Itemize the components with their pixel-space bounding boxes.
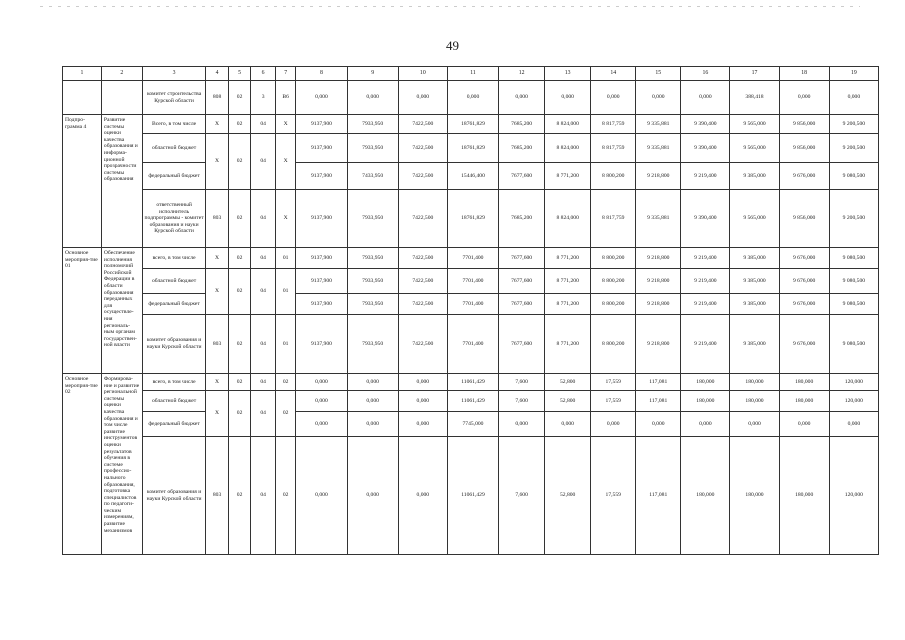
column-header: 10: [398, 67, 447, 81]
table-row: [63, 134, 879, 163]
value-cell: 180,000: [730, 374, 779, 391]
value-cell: 9 676,000: [779, 269, 829, 294]
value-cell: 9 200,500: [829, 115, 878, 134]
table-row: [63, 81, 879, 115]
column-header: 8: [296, 67, 347, 81]
value-cell: 8 800,200: [591, 269, 636, 294]
value-cell: 9 219,400: [681, 248, 730, 269]
value-cell: 0,000: [779, 81, 829, 115]
column-header: 9: [347, 67, 398, 81]
table-row: [63, 374, 879, 391]
value-cell: 9 565,000: [730, 134, 779, 163]
value-cell: 8 771,200: [545, 315, 591, 374]
value-cell: 8 817,759: [591, 190, 636, 248]
value-cell: 9 856,000: [779, 190, 829, 248]
code-cell: 04: [251, 134, 276, 190]
column-header: 11: [447, 67, 498, 81]
table-row: [63, 163, 879, 190]
value-cell: 7677,600: [499, 315, 545, 374]
value-cell: 9 385,000: [730, 315, 779, 374]
code-cell: 02: [275, 391, 295, 437]
value-cell: 7933,950: [347, 248, 398, 269]
value-cell: 9 219,400: [681, 294, 730, 315]
code-cell: 808: [206, 81, 229, 115]
code-cell: 01: [275, 315, 295, 374]
column-header: 17: [730, 67, 779, 81]
funding-source-cell: всего, в том числе: [142, 248, 205, 269]
column-header: 16: [681, 67, 730, 81]
value-cell: 18761,829: [447, 115, 498, 134]
column-header: 3: [142, 67, 205, 81]
code-cell: Х: [206, 134, 229, 190]
value-cell: 9 080,500: [829, 269, 878, 294]
value-cell: 7422,500: [398, 115, 447, 134]
value-cell: 180,000: [681, 437, 730, 555]
code-cell: 02: [228, 437, 251, 555]
program-description-cell: Формирова-ние и развитие региональной системы оценки качества образования и том числе развитие инструментов оценки результатов обучения в системе профессио-нального образования, подготовка специалистов по педагоги-ческим измерениям, развитие механизмов: [101, 374, 142, 555]
table-row: [63, 437, 879, 555]
value-cell: 0,000: [296, 81, 347, 115]
value-cell: 7685,200: [499, 190, 545, 248]
funding-source-cell: областной бюджет: [142, 391, 205, 412]
code-cell: 04: [251, 315, 276, 374]
column-header: 4: [206, 67, 229, 81]
funding-source-cell: комитет образования и науки Курской области: [142, 437, 205, 555]
value-cell: 180,000: [730, 437, 779, 555]
value-cell: 9 385,000: [730, 269, 779, 294]
value-cell: 7433,950: [347, 163, 398, 190]
value-cell: 9 218,800: [636, 269, 681, 294]
executor-cell: комитет строительства Курской области: [142, 81, 205, 115]
value-cell: 9137,900: [296, 163, 347, 190]
funding-source-cell: областной бюджет: [142, 269, 205, 294]
code-cell: 04: [251, 374, 276, 391]
value-cell: 0,000: [347, 412, 398, 437]
code-cell: 02: [228, 115, 251, 134]
code-cell: 01: [275, 248, 295, 269]
value-cell: 7933,950: [347, 294, 398, 315]
value-cell: 7,600: [499, 374, 545, 391]
value-cell: 0,000: [398, 437, 447, 555]
value-cell: 9 565,000: [730, 115, 779, 134]
value-cell: 0,000: [681, 412, 730, 437]
value-cell: 0,000: [499, 412, 545, 437]
value-cell: 7677,600: [499, 248, 545, 269]
value-cell: 8 800,200: [591, 315, 636, 374]
value-cell: 7422,500: [398, 294, 447, 315]
header-row: [63, 67, 879, 81]
value-cell: 7422,500: [398, 315, 447, 374]
code-cell: Х: [206, 374, 229, 391]
value-cell: 0,000: [447, 81, 498, 115]
code-cell: 02: [228, 374, 251, 391]
value-cell: 117,081: [636, 374, 681, 391]
value-cell: 9137,900: [296, 134, 347, 163]
value-cell: 0,000: [398, 412, 447, 437]
value-cell: 7933,950: [347, 134, 398, 163]
program-description-cell: Развитие системы оценки качества образования и информа-ционной прозрачности системы образования: [101, 115, 142, 248]
value-cell: 9 080,500: [829, 294, 878, 315]
funding-source-cell: комитет образования и науки Курской области: [142, 315, 205, 374]
column-header: 13: [545, 67, 591, 81]
value-cell: 117,081: [636, 437, 681, 555]
value-cell: 9 335,881: [636, 115, 681, 134]
value-cell: 7701,400: [447, 315, 498, 374]
value-cell: 0,000: [296, 391, 347, 412]
value-cell: 9137,900: [296, 315, 347, 374]
code-cell: 803: [206, 315, 229, 374]
code-cell: 04: [251, 269, 276, 315]
value-cell: 0,000: [545, 412, 591, 437]
value-cell: 120,000: [829, 391, 878, 412]
value-cell: 0,000: [636, 81, 681, 115]
code-cell: 04: [251, 391, 276, 437]
value-cell: 0,000: [545, 81, 591, 115]
value-cell: 8 800,200: [591, 163, 636, 190]
code-cell: В6: [275, 81, 295, 115]
value-cell: 7701,400: [447, 294, 498, 315]
value-cell: 7745,000: [447, 412, 498, 437]
value-cell: 9 385,000: [730, 294, 779, 315]
value-cell: 0,000: [681, 81, 730, 115]
empty-cell: [63, 81, 102, 115]
value-cell: 117,081: [636, 391, 681, 412]
value-cell: 8 800,200: [591, 248, 636, 269]
code-cell: 02: [228, 134, 251, 190]
code-cell: 01: [275, 269, 295, 315]
value-cell: 9 676,000: [779, 163, 829, 190]
column-header: 19: [829, 67, 878, 81]
value-cell: 7,600: [499, 437, 545, 555]
value-cell: 7422,500: [398, 248, 447, 269]
funding-source-cell: федеральный бюджет: [142, 163, 205, 190]
value-cell: 17,559: [591, 374, 636, 391]
value-cell: 7933,950: [347, 315, 398, 374]
value-cell: 7422,500: [398, 269, 447, 294]
column-header: 15: [636, 67, 681, 81]
value-cell: 9 390,400: [681, 115, 730, 134]
value-cell: 9 219,400: [681, 315, 730, 374]
value-cell: 9 856,000: [779, 115, 829, 134]
column-header: 7: [275, 67, 295, 81]
funding-source-cell: федеральный бюджет: [142, 294, 205, 315]
value-cell: 8 824,000: [545, 190, 591, 248]
value-cell: 9 218,800: [636, 248, 681, 269]
value-cell: 9 080,500: [829, 315, 878, 374]
code-cell: 3: [251, 81, 276, 115]
code-cell: 04: [251, 115, 276, 134]
code-cell: 02: [228, 190, 251, 248]
value-cell: 7685,200: [499, 134, 545, 163]
code-cell: 04: [251, 248, 276, 269]
value-cell: 120,000: [829, 437, 878, 555]
code-cell: 04: [251, 437, 276, 555]
value-cell: 9 385,000: [730, 163, 779, 190]
value-cell: 7677,600: [499, 269, 545, 294]
code-cell: Х: [206, 248, 229, 269]
value-cell: 7701,400: [447, 248, 498, 269]
value-cell: 7,600: [499, 391, 545, 412]
value-cell: 9137,900: [296, 190, 347, 248]
value-cell: 7933,950: [347, 190, 398, 248]
value-cell: 0,000: [347, 374, 398, 391]
page-number: 49: [446, 38, 459, 53]
value-cell: 9137,900: [296, 248, 347, 269]
value-cell: 52,800: [545, 374, 591, 391]
code-cell: 02: [228, 248, 251, 269]
program-name-cell: Подпро-грамма 4: [63, 115, 102, 248]
code-cell: 02: [228, 391, 251, 437]
value-cell: 180,000: [779, 437, 829, 555]
value-cell: 9 218,800: [636, 315, 681, 374]
value-cell: 9137,900: [296, 269, 347, 294]
value-cell: 9 390,400: [681, 190, 730, 248]
value-cell: 9 676,000: [779, 248, 829, 269]
value-cell: 15446,400: [447, 163, 498, 190]
table-row: [63, 248, 879, 269]
column-header: 18: [779, 67, 829, 81]
value-cell: 0,000: [296, 412, 347, 437]
code-cell: Х: [275, 134, 295, 190]
program-name-cell: Основное мероприя-тие 02: [63, 374, 102, 555]
value-cell: 9 676,000: [779, 294, 829, 315]
code-cell: 04: [251, 190, 276, 248]
code-cell: Х: [275, 115, 295, 134]
value-cell: 0,000: [347, 391, 398, 412]
program-name-cell: Основное мероприя-тие 01: [63, 248, 102, 374]
table-row: [63, 412, 879, 437]
value-cell: 0,000: [591, 81, 636, 115]
value-cell: 9 676,000: [779, 315, 829, 374]
value-cell: 8 824,000: [545, 115, 591, 134]
table-row: [63, 315, 879, 374]
value-cell: 11061,429: [447, 391, 498, 412]
table-row: [63, 294, 879, 315]
value-cell: 9 335,881: [636, 190, 681, 248]
funding-source-cell: областной бюджет: [142, 134, 205, 163]
value-cell: 52,800: [545, 391, 591, 412]
funding-source-cell: Всего, в том числе: [142, 115, 205, 134]
table-row: [63, 115, 879, 134]
value-cell: 180,000: [681, 374, 730, 391]
code-cell: 02: [228, 315, 251, 374]
value-cell: 9 856,000: [779, 134, 829, 163]
value-cell: 0,000: [636, 412, 681, 437]
value-cell: 7685,200: [499, 115, 545, 134]
table-row: [63, 269, 879, 294]
value-cell: 9 200,500: [829, 190, 878, 248]
code-cell: Х: [206, 269, 229, 315]
table-row: [63, 190, 879, 248]
value-cell: 0,000: [398, 391, 447, 412]
value-cell: 0,000: [730, 412, 779, 437]
value-cell: 7701,400: [447, 269, 498, 294]
value-cell: 9 219,400: [681, 163, 730, 190]
value-cell: 9 218,800: [636, 163, 681, 190]
code-cell: 803: [206, 190, 229, 248]
column-header: 2: [101, 67, 142, 81]
value-cell: 9 080,500: [829, 163, 878, 190]
value-cell: 180,000: [779, 374, 829, 391]
value-cell: 120,000: [829, 374, 878, 391]
empty-cell: [101, 81, 142, 115]
value-cell: 9 080,500: [829, 248, 878, 269]
value-cell: 180,000: [730, 391, 779, 412]
budget-table: [62, 66, 879, 555]
value-cell: 8 771,200: [545, 294, 591, 315]
value-cell: 9 385,000: [730, 248, 779, 269]
table-row: [63, 391, 879, 412]
value-cell: 8 771,200: [545, 163, 591, 190]
value-cell: 7422,500: [398, 163, 447, 190]
value-cell: 17,559: [591, 437, 636, 555]
value-cell: 52,800: [545, 437, 591, 555]
value-cell: 0,000: [347, 81, 398, 115]
column-header: 14: [591, 67, 636, 81]
code-cell: 02: [228, 81, 251, 115]
code-cell: Х: [206, 391, 229, 437]
code-cell: 02: [275, 374, 295, 391]
code-cell: 803: [206, 437, 229, 555]
value-cell: 0,000: [398, 374, 447, 391]
value-cell: 7933,950: [347, 115, 398, 134]
value-cell: 18761,829: [447, 134, 498, 163]
value-cell: 180,000: [779, 391, 829, 412]
value-cell: 388,418: [730, 81, 779, 115]
value-cell: 18761,829: [447, 190, 498, 248]
value-cell: 9 565,000: [730, 190, 779, 248]
value-cell: 7422,500: [398, 190, 447, 248]
value-cell: 11061,429: [447, 437, 498, 555]
value-cell: 9 390,400: [681, 134, 730, 163]
column-header: 5: [228, 67, 251, 81]
column-header: 1: [63, 67, 102, 81]
value-cell: 8 771,200: [545, 269, 591, 294]
scan-artifact: [40, 6, 860, 7]
value-cell: 9137,900: [296, 294, 347, 315]
code-cell: Х: [206, 115, 229, 134]
code-cell: 02: [228, 269, 251, 315]
value-cell: 9137,900: [296, 115, 347, 134]
value-cell: 8 771,200: [545, 248, 591, 269]
value-cell: 0,000: [499, 81, 545, 115]
value-cell: 0,000: [398, 81, 447, 115]
value-cell: 180,000: [681, 391, 730, 412]
funding-source-cell: всего, в том числе: [142, 374, 205, 391]
value-cell: 17,559: [591, 391, 636, 412]
value-cell: 8 817,759: [591, 115, 636, 134]
value-cell: 9 218,800: [636, 294, 681, 315]
value-cell: 11061,429: [447, 374, 498, 391]
value-cell: 8 824,000: [545, 134, 591, 163]
value-cell: 0,000: [829, 81, 878, 115]
value-cell: 7677,600: [499, 163, 545, 190]
funding-source-cell: федеральный бюджет: [142, 412, 205, 437]
column-header: 6: [251, 67, 276, 81]
value-cell: 0,000: [296, 437, 347, 555]
value-cell: 8 817,759: [591, 134, 636, 163]
value-cell: 7933,950: [347, 269, 398, 294]
value-cell: 8 800,200: [591, 294, 636, 315]
code-cell: 02: [275, 437, 295, 555]
value-cell: 0,000: [347, 437, 398, 555]
value-cell: 0,000: [591, 412, 636, 437]
value-cell: 7422,500: [398, 134, 447, 163]
value-cell: 9 200,500: [829, 134, 878, 163]
column-header: 12: [499, 67, 545, 81]
program-description-cell: Обеспечение исполнения полномочий Российской Федерации в области образования переданных для осуществле-ния региональ-ным органам государствен-ной власти: [101, 248, 142, 374]
value-cell: 9 219,400: [681, 269, 730, 294]
code-cell: Х: [275, 190, 295, 248]
value-cell: 7677,600: [499, 294, 545, 315]
value-cell: 0,000: [779, 412, 829, 437]
value-cell: 0,000: [829, 412, 878, 437]
value-cell: 0,000: [296, 374, 347, 391]
value-cell: 9 335,881: [636, 134, 681, 163]
funding-source-cell: ответственный исполнитель подпрограммы - комитет образования и науки Курской области: [142, 190, 205, 248]
